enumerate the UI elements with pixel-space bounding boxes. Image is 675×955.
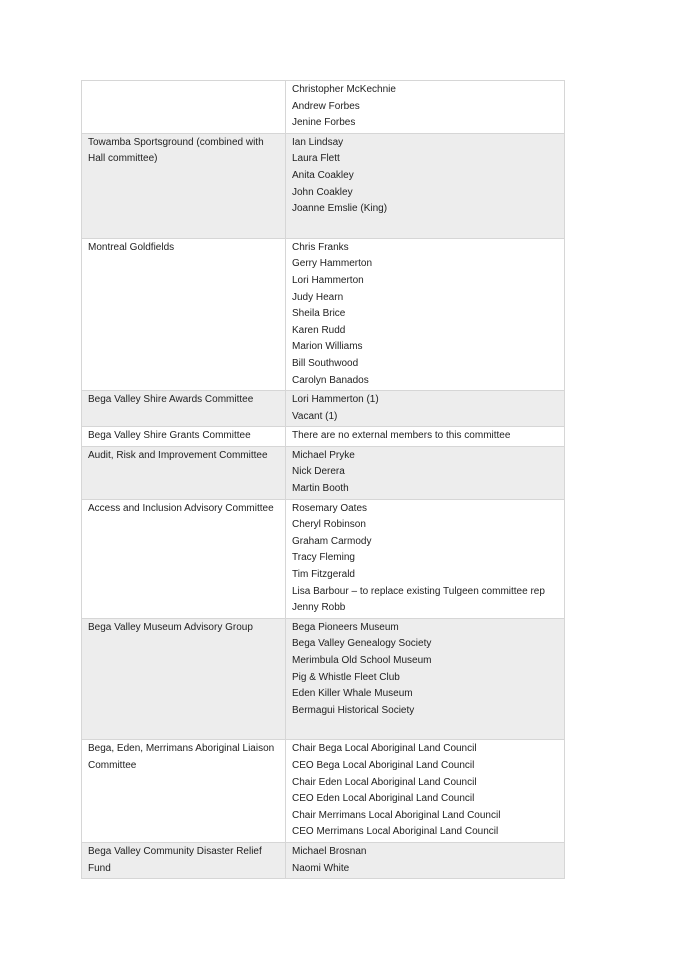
member-name: Naomi White — [292, 862, 350, 874]
table-row — [82, 618, 565, 740]
committee-name: Bega, Eden, Merrimans Aboriginal Liaison Committee — [82, 740, 286, 843]
member-name: Lisa Barbour – to replace existing Tulgeen committee rep — [292, 585, 545, 597]
member-name: CEO Bega Local Aboriginal Land Council — [292, 759, 475, 771]
member-name: Chair Eden Local Aboriginal Land Council — [292, 776, 477, 788]
member-name: John Coakley — [292, 186, 353, 198]
table-body — [82, 81, 565, 879]
member-name: Laura Flett — [292, 153, 340, 165]
members-cell — [286, 391, 565, 427]
committee-name — [82, 81, 286, 134]
table-row — [82, 499, 565, 618]
member-name: Michael Brosnan — [292, 845, 367, 857]
member-name: Michael Pryke — [292, 449, 355, 461]
table-row — [82, 391, 565, 427]
committee-name: Bega Valley Shire Awards Committee — [82, 391, 286, 427]
member-name: Cheryl Robinson — [292, 519, 366, 531]
member-name: Vacant (1) — [292, 410, 338, 422]
member-name: Anita Coakley — [292, 169, 354, 181]
members-cell — [286, 740, 565, 843]
committee-name: Bega Valley Community Disaster Relief Fund — [82, 842, 286, 878]
member-name: Lori Hammerton (1) — [292, 394, 379, 406]
member-name: Tim Fitzgerald — [292, 569, 355, 581]
member-name: Marion Williams — [292, 341, 363, 353]
table-row — [82, 133, 565, 238]
committee-members-table — [81, 80, 565, 879]
member-name: Andrew Forbes — [292, 100, 360, 112]
member-name: Sheila Brice — [292, 308, 346, 320]
member-name: Joanne Emslie (King) — [292, 203, 388, 215]
members-cell — [286, 618, 565, 740]
committee-name: Audit, Risk and Improvement Committee — [82, 446, 286, 499]
member-name: There are no external members to this committee — [292, 430, 511, 442]
members-cell — [286, 133, 565, 238]
member-name: Martin Booth — [292, 483, 349, 495]
table-row — [82, 740, 565, 843]
member-name: Carolyn Banados — [292, 374, 369, 386]
member-name: Jenine Forbes — [292, 117, 356, 129]
member-name: Chris Franks — [292, 241, 349, 253]
member-name: Gerry Hammerton — [292, 258, 373, 270]
member-name: Jenny Robb — [292, 602, 346, 614]
member-name: Tracy Fleming — [292, 552, 355, 564]
member-name: Nick Derera — [292, 466, 345, 478]
member-name: Bega Pioneers Museum — [292, 621, 399, 633]
table-row — [82, 427, 565, 447]
member-name: Eden Killer Whale Museum — [292, 688, 413, 700]
member-name: Chair Merrimans Local Aboriginal Land Council — [292, 809, 501, 821]
member-name: Bermagui Historical Society — [292, 704, 415, 716]
table-row — [82, 446, 565, 499]
members-cell — [286, 499, 565, 618]
member-name: CEO Eden Local Aboriginal Land Council — [292, 793, 475, 805]
member-name: Lori Hammerton — [292, 274, 364, 286]
committee-name: Montreal Goldfields — [82, 238, 286, 390]
member-name: Chair Bega Local Aboriginal Land Council — [292, 743, 477, 755]
member-name: Rosemary Oates — [292, 502, 368, 514]
member-name: Bill Southwood — [292, 357, 359, 369]
members-cell — [286, 842, 565, 878]
member-name: CEO Merrimans Local Aboriginal Land Council — [292, 826, 499, 838]
members-cell — [286, 81, 565, 134]
member-name: Pig & Whistle Fleet Club — [292, 671, 400, 683]
committee-name: Bega Valley Museum Advisory Group — [82, 618, 286, 740]
members-cell — [286, 446, 565, 499]
committee-name: Towamba Sportsground (combined with Hall committee) — [82, 133, 286, 238]
member-name: Merimbula Old School Museum — [292, 655, 432, 666]
member-name: Bega Valley Genealogy Society — [292, 638, 432, 650]
table-row — [82, 81, 565, 134]
member-name: Karen Rudd — [292, 324, 346, 336]
member-name: Christopher McKechnie — [292, 84, 396, 95]
committee-name: Bega Valley Shire Grants Committee — [82, 427, 286, 447]
member-name: Ian Lindsay — [292, 136, 344, 148]
table-row — [82, 842, 565, 878]
members-cell — [286, 427, 565, 447]
member-name: Graham Carmody — [292, 535, 372, 547]
committee-name: Access and Inclusion Advisory Committee — [82, 499, 286, 618]
member-name: Judy Hearn — [292, 291, 344, 303]
table-row — [82, 238, 565, 390]
members-cell — [286, 238, 565, 390]
